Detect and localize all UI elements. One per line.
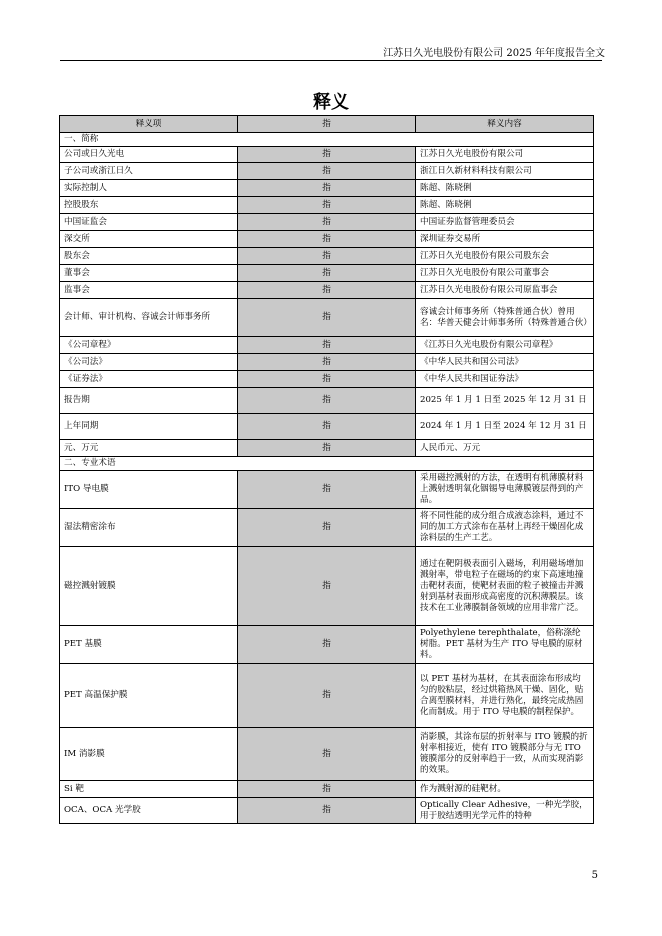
term-cell: 中国证监会 xyxy=(60,214,238,231)
page-header-text: 江苏日久光电股份有限公司 2025 年年度报告全文 xyxy=(383,48,605,59)
table-row xyxy=(60,509,594,547)
table-row xyxy=(60,180,594,197)
term-cell: ITO 导电膜 xyxy=(60,471,238,509)
term-cell: 子公司或浙江日久 xyxy=(60,163,238,180)
term-cell: 公司或日久光电 xyxy=(60,147,238,163)
definition-cell: 《江苏日久光电股份有限公司章程》 xyxy=(416,337,594,354)
table-row xyxy=(60,664,594,728)
table-row xyxy=(60,248,594,265)
definition-cell: 江苏日久光电股份有限公司原监事会 xyxy=(416,282,594,299)
refers-cell: 指 xyxy=(238,371,416,388)
column-header-term: 释义项 xyxy=(60,116,238,133)
term-cell: 湿法精密涂布 xyxy=(60,509,238,547)
definition-cell: 2024 年 1 月 1 日至 2024 年 12 月 31 日 xyxy=(416,414,594,440)
definition-cell: 采用磁控溅射的方法，在透明有机薄膜材料上溅射透明氧化铟锡导电薄膜镀层得到的产品。 xyxy=(416,471,594,509)
section-row xyxy=(60,133,594,147)
table-row xyxy=(60,147,594,163)
term-cell: 董事会 xyxy=(60,265,238,282)
glossary-table xyxy=(59,115,594,824)
definition-cell: 《中华人民共和国证券法》 xyxy=(416,371,594,388)
table-row xyxy=(60,728,594,781)
refers-cell: 指 xyxy=(238,214,416,231)
refers-cell: 指 xyxy=(238,781,416,798)
definition-cell: 深圳证券交易所 xyxy=(416,231,594,248)
table-row xyxy=(60,265,594,282)
term-cell: 磁控溅射镀膜 xyxy=(60,547,238,626)
term-cell: PET 基膜 xyxy=(60,626,238,664)
refers-cell: 指 xyxy=(238,197,416,214)
table-row xyxy=(60,163,594,180)
header-rule xyxy=(60,60,602,61)
definition-cell: Polyethylene terephthalate，俗称涤纶树脂。PET 基材为生产 ITO 导电膜的原材料。 xyxy=(416,626,594,664)
refers-cell: 指 xyxy=(238,147,416,163)
definition-cell: 人民币元、万元 xyxy=(416,440,594,457)
definition-cell: 陈超、陈晓俐 xyxy=(416,197,594,214)
table-row xyxy=(60,547,594,626)
term-cell: 元、万元 xyxy=(60,440,238,457)
table-row xyxy=(60,414,594,440)
refers-cell: 指 xyxy=(238,471,416,509)
definition-cell: 容诚会计师事务所（特殊普通合伙）曾用名：华普天健会计师事务所（特殊普通合伙） xyxy=(416,299,594,337)
column-header-definition: 释义内容 xyxy=(416,116,594,133)
refers-cell: 指 xyxy=(238,231,416,248)
table-row xyxy=(60,798,594,824)
term-cell: 《公司法》 xyxy=(60,354,238,371)
refers-cell: 指 xyxy=(238,664,416,728)
table-row xyxy=(60,197,594,214)
refers-cell: 指 xyxy=(238,440,416,457)
refers-cell: 指 xyxy=(238,299,416,337)
table-row xyxy=(60,354,594,371)
glossary-table-body xyxy=(60,133,594,824)
definition-cell: 将不同性能的成分组合成液态涂料，通过不同的加工方式涂布在基材上再经干燥固化成涂料层的生产工艺。 xyxy=(416,509,594,547)
table-row xyxy=(60,388,594,414)
page-title: 释义 xyxy=(313,92,349,113)
definition-cell: 2025 年 1 月 1 日至 2025 年 12 月 31 日 xyxy=(416,388,594,414)
refers-cell: 指 xyxy=(238,547,416,626)
term-cell: 监事会 xyxy=(60,282,238,299)
definition-cell: 江苏日久光电股份有限公司董事会 xyxy=(416,265,594,282)
table-row xyxy=(60,371,594,388)
table-row xyxy=(60,282,594,299)
term-cell: Si 靶 xyxy=(60,781,238,798)
section-heading: 一、简称 xyxy=(60,133,594,147)
refers-cell: 指 xyxy=(238,265,416,282)
term-cell: IM 消影膜 xyxy=(60,728,238,781)
definition-cell: 以 PET 基材为基材，在其表面涂布形成均匀的胶粘层，经过烘箱热风干燥、固化，贴合离型膜材料，并进行熟化，最终完成热固化而制成。用于 ITO 导电膜的制程保护。 xyxy=(416,664,594,728)
refers-cell: 指 xyxy=(238,282,416,299)
definition-cell: Optically Clear Adhesive，一种光学胶，用于胶结透明光学元件的特种 xyxy=(416,798,594,824)
term-cell: 会计师、审计机构、容诚会计师事务所 xyxy=(60,299,238,337)
refers-cell: 指 xyxy=(238,163,416,180)
refers-cell: 指 xyxy=(238,728,416,781)
term-cell: 实际控制人 xyxy=(60,180,238,197)
definition-cell: 陈超、陈晓俐 xyxy=(416,180,594,197)
table-row xyxy=(60,626,594,664)
term-cell: OCA、OCA 光学胶 xyxy=(60,798,238,824)
refers-cell: 指 xyxy=(238,388,416,414)
page-number: 5 xyxy=(591,870,598,881)
term-cell: 报告期 xyxy=(60,388,238,414)
table-row xyxy=(60,214,594,231)
definition-cell: 通过在靶阴极表面引入磁场，利用磁场增加溅射率，带电粒子在磁场的约束下高速地撞击靶材表面，使靶材表面的粒子被撞击并溅射到基材表面形成高密度的沉积薄膜层。该技术在工业薄膜制备领域的应用非常广泛。 xyxy=(416,547,594,626)
refers-cell: 指 xyxy=(238,180,416,197)
table-row xyxy=(60,337,594,354)
term-cell: 深交所 xyxy=(60,231,238,248)
term-cell: 上年同期 xyxy=(60,414,238,440)
definition-cell: 江苏日久光电股份有限公司 xyxy=(416,147,594,163)
refers-cell: 指 xyxy=(238,798,416,824)
refers-cell: 指 xyxy=(238,509,416,547)
definition-cell: 作为溅射源的硅靶材。 xyxy=(416,781,594,798)
refers-cell: 指 xyxy=(238,414,416,440)
refers-cell: 指 xyxy=(238,354,416,371)
definition-cell: 浙江日久新材料科技有限公司 xyxy=(416,163,594,180)
table-header-row xyxy=(60,116,594,133)
table-row xyxy=(60,471,594,509)
refers-cell: 指 xyxy=(238,337,416,354)
definition-cell: 江苏日久光电股份有限公司股东会 xyxy=(416,248,594,265)
term-cell: 《证券法》 xyxy=(60,371,238,388)
refers-cell: 指 xyxy=(238,626,416,664)
section-row xyxy=(60,457,594,471)
term-cell: 《公司章程》 xyxy=(60,337,238,354)
table-row xyxy=(60,440,594,457)
definition-cell: 《中华人民共和国公司法》 xyxy=(416,354,594,371)
definition-cell: 中国证券监督管理委员会 xyxy=(416,214,594,231)
term-cell: PET 高温保护膜 xyxy=(60,664,238,728)
refers-cell: 指 xyxy=(238,248,416,265)
section-heading: 二、专业术语 xyxy=(60,457,594,471)
term-cell: 股东会 xyxy=(60,248,238,265)
definition-cell: 消影膜，其涂布层的折射率与 ITO 镀膜的折射率相接近，使有 ITO 镀膜部分与无 ITO 镀膜部分的反射率趋于一致，从而实现消影的效果。 xyxy=(416,728,594,781)
table-row xyxy=(60,231,594,248)
table-row xyxy=(60,299,594,337)
table-row xyxy=(60,781,594,798)
column-header-refers: 指 xyxy=(238,116,416,133)
term-cell: 控股股东 xyxy=(60,197,238,214)
